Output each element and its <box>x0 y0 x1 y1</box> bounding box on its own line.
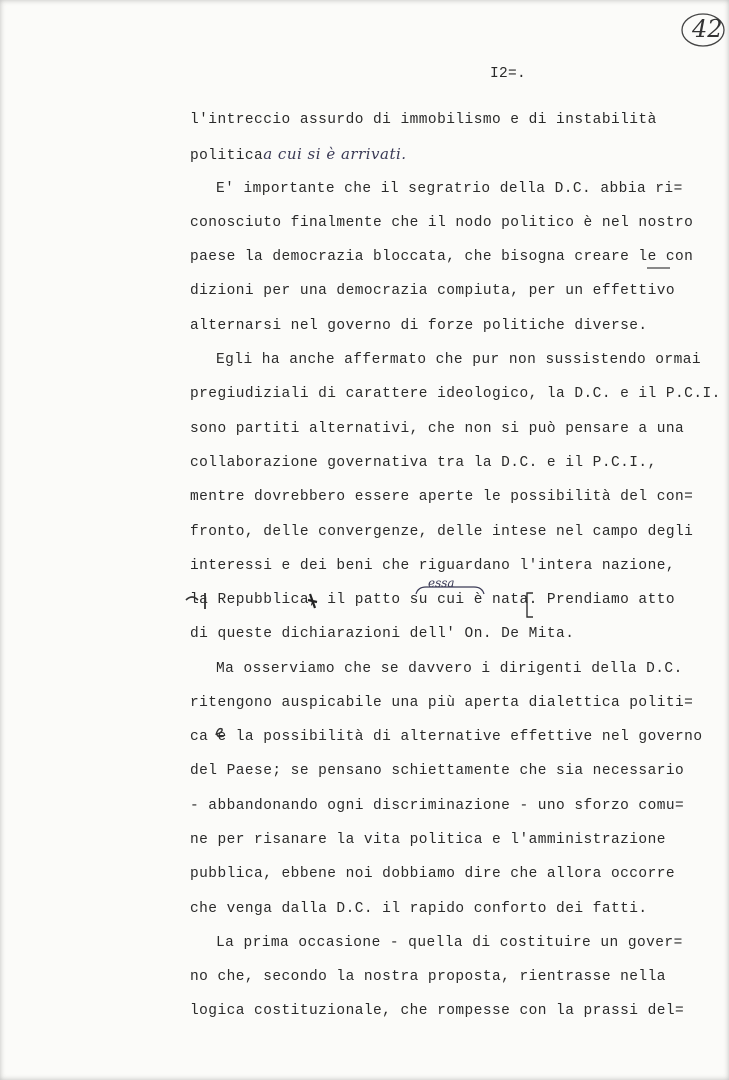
text-line: del Paese; se pensano schiettamente che sia necessario <box>190 763 685 779</box>
text-line: E' importante che il segratrio della D.C. abbia ri= <box>216 181 683 197</box>
text-line: ca e la possibilità di alternative effettive nel governo <box>190 729 703 745</box>
text-line-with-handwriting <box>190 145 407 165</box>
text-line: di queste dichiarazioni dell' On. De Mita. <box>190 626 575 642</box>
ink-correction-marks-icon <box>184 590 334 612</box>
text-line: che venga dalla D.C. il rapido conforto dei fatti. <box>190 901 648 917</box>
text-line: fronto, delle convergenze, delle intese nel campo degli <box>190 524 694 540</box>
text-line: - abbandonando ogni discriminazione - uno sforzo comu= <box>190 798 685 814</box>
ink-correction-e-icon <box>214 724 226 740</box>
text-line: politica <box>190 148 264 164</box>
text-line: La prima occasione - quella di costituire un gover= <box>216 935 683 951</box>
text-line: ne per risanare la vita politica e l'amministrazione <box>190 832 666 848</box>
text-line: no che, secondo la nostra proposta, rientrasse nella <box>190 969 666 985</box>
text-line: ritengono auspicabile una più aperta dialettica politi= <box>190 695 694 711</box>
text-line: collaborazione governativa tra la D.C. e il P.C.I., <box>190 455 657 471</box>
insertion-bracket-icon <box>414 584 486 598</box>
text-line: paese la democrazia bloccata, che bisogna creare le con <box>190 249 694 265</box>
page-number: I2=. <box>490 66 527 82</box>
text-line: interessi e dei beni che riguardano l'intera nazione, <box>190 558 676 574</box>
text-line: sono partiti alternativi, che non si può pensare a una <box>190 421 685 437</box>
bracket-mark-icon <box>524 591 536 619</box>
text-line: dizioni per una democrazia compiuta, per un effettivo <box>190 283 676 299</box>
text-line: Egli ha anche affermato che pur non sussistendo ormai <box>216 352 702 368</box>
text-line: logica costituzionale, che rompesse con la prassi del= <box>190 1003 685 1019</box>
text-line: mentre dovrebbero essere aperte le possibilità del con= <box>190 489 694 505</box>
handwritten-essa: essa <box>428 576 455 590</box>
folio-number <box>680 12 726 48</box>
text-line: alternarsi nel governo di forze politiche diverse. <box>190 318 648 334</box>
text-line: pregiudiziali di carattere ideologico, la D.C. e il P.C.I. <box>190 386 721 402</box>
text-line: conosciuto finalmente che il nodo politico è nel nostro <box>190 215 694 231</box>
handwritten-addition: a cui si è arrivati. <box>263 145 407 163</box>
text-line: la Repubblica, il patto su cui è nata. Prendiamo atto <box>190 592 676 608</box>
text-line: pubblica, ebbene noi dobbiamo dire che allora occorre <box>190 866 676 882</box>
text-line: l'intreccio assurdo di immobilismo e di instabilità <box>190 112 657 128</box>
folio-text: 42 <box>692 15 723 43</box>
underline-mark-icon <box>646 266 672 271</box>
text-line: Ma osserviamo che se davvero i dirigenti della D.C. <box>216 661 683 677</box>
